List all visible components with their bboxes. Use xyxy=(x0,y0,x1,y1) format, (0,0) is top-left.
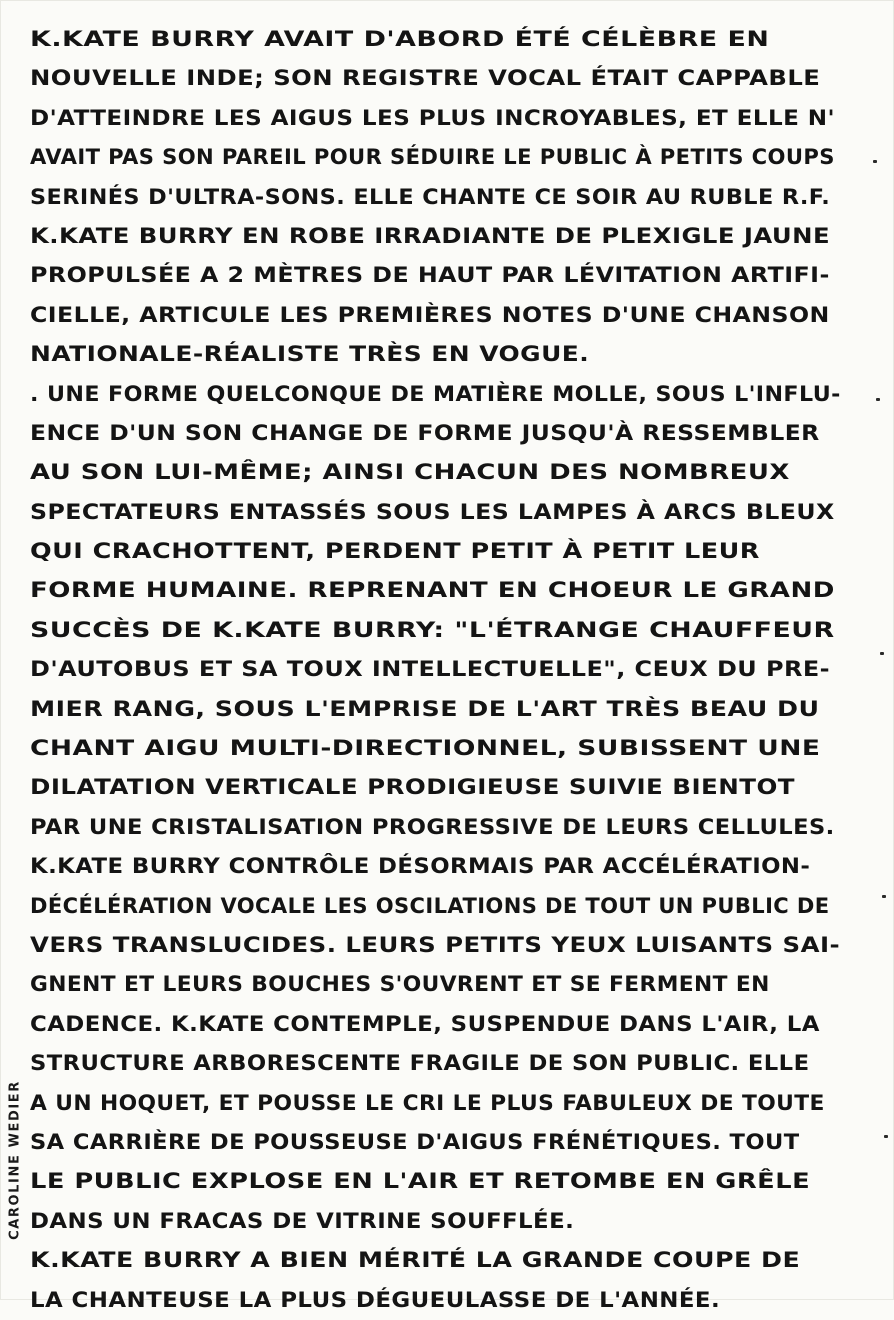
margin-mark xyxy=(880,652,884,655)
text-line: ENCE D'UN SON CHANGE DE FORME JUSQU'À RESSEMBLER xyxy=(30,420,820,446)
text-line: PAR UNE CRISTALISATION PROGRESSIVE DE LEURS CELLULES. xyxy=(30,814,835,840)
margin-mark xyxy=(873,160,877,163)
text-line: . UNE FORME QUELCONQUE DE MATIÈRE MOLLE, SOUS L'INFLU- xyxy=(30,381,841,407)
text-line: SUCCÈS DE K.KATE BURRY: "L'ÉTRANGE CHAUFFEUR xyxy=(30,617,835,643)
text-line: DANS UN FRACAS DE VITRINE SOUFFLÉE. xyxy=(30,1208,575,1234)
text-line: MIER RANG, SOUS L'EMPRISE DE L'ART TRÈS BEAU DU xyxy=(30,696,820,722)
signature xyxy=(4,1045,26,1275)
margin-mark xyxy=(882,895,886,898)
margin-mark xyxy=(876,398,880,401)
signature-text: CAROLINE WEDIER xyxy=(7,1080,23,1240)
text-line: NOUVELLE INDE; SON REGISTRE VOCAL ÉTAIT CAPPABLE xyxy=(30,66,821,92)
text-line: CIELLE, ARTICULE LES PREMIÈRES NOTES D'UNE CHANSON xyxy=(30,302,830,328)
text-line: STRUCTURE ARBORESCENTE FRAGILE DE SON PUBLIC. ELLE xyxy=(30,1051,810,1077)
text-line: AVAIT PAS SON PAREIL POUR SÉDUIRE LE PUBLIC À PETITS COUPS xyxy=(30,145,835,171)
text-line: VERS TRANSLUCIDES. LEURS PETITS YEUX LUISANTS SAI- xyxy=(30,932,841,958)
text-line: K.KATE BURRY AVAIT D'ABORD ÉTÉ CÉLÈBRE EN xyxy=(30,27,770,52)
text-line: D'ATTEINDRE LES AIGUS LES PLUS INCROYABLES, ET ELLE N' xyxy=(30,105,835,131)
text-line: PROPULSÉE A 2 MÈTRES DE HAUT PAR LÉVITATION ARTIFI- xyxy=(30,263,830,289)
text-line: QUI CRACHOTTENT, PERDENT PETIT À PETIT LEUR xyxy=(30,539,760,565)
text-line: SPECTATEURS ENTASSÉS SOUS LES LAMPES À ARCS BLEUX xyxy=(30,499,835,525)
text-line: K.KATE BURRY EN ROBE IRRADIANTE DE PLEXIGLE JAUNE xyxy=(30,223,831,249)
text-line: SERINÉS D'ULTRA-SONS. ELLE CHANTE CE SOIR AU RUBLE R.F. xyxy=(30,184,831,210)
text-line: CHANT AIGU MULTI-DIRECTIONNEL, SUBISSENT UNE xyxy=(30,736,821,762)
text-line: DÉCÉLÉRATION VOCALE LES OSCILATIONS DE TOUT UN PUBLIC DE xyxy=(30,893,830,919)
text-line: AU SON LUI-MÊME; AINSI CHACUN DES NOMBREUX xyxy=(30,460,790,486)
text-line: A UN HOQUET, ET POUSSE LE CRI LE PLUS FABULEUX DE TOUTE xyxy=(30,1090,825,1116)
text-line: SA CARRIÈRE DE POUSSEUSE D'AIGUS FRÉNÉTIQUES. TOUT xyxy=(30,1129,800,1155)
text-line: K.KATE BURRY A BIEN MÉRITÉ LA GRANDE COUPE DE xyxy=(30,1248,801,1274)
text-line: NATIONALE-RÉALISTE TRÈS EN VOGUE. xyxy=(30,342,590,368)
text-line: FORME HUMAINE. REPRENANT EN CHOEUR LE GRAND xyxy=(30,578,835,604)
text-line: GNENT ET LEURS BOUCHES S'OUVRENT ET SE FERMENT EN xyxy=(30,972,770,998)
handwritten-text-block xyxy=(30,20,860,1320)
text-line: LA CHANTEUSE LA PLUS DÉGUEULASSE DE L'ANNÉE. xyxy=(30,1287,721,1313)
margin-mark xyxy=(884,1135,888,1138)
text-line: DILATATION VERTICALE PRODIGIEUSE SUIVIE BIENTOT xyxy=(30,775,796,801)
text-line: K.KATE BURRY CONTRÔLE DÉSORMAIS PAR ACCÉLÉRATION- xyxy=(30,854,811,880)
text-line: D'AUTOBUS ET SA TOUX INTELLECTUELLE", CEUX DU PRE- xyxy=(30,657,831,683)
text-line: LE PUBLIC EXPLOSE EN L'AIR ET RETOMBE EN GRÊLE xyxy=(30,1169,811,1195)
text-line: CADENCE. K.KATE CONTEMPLE, SUSPENDUE DANS L'AIR, LA xyxy=(30,1011,820,1037)
